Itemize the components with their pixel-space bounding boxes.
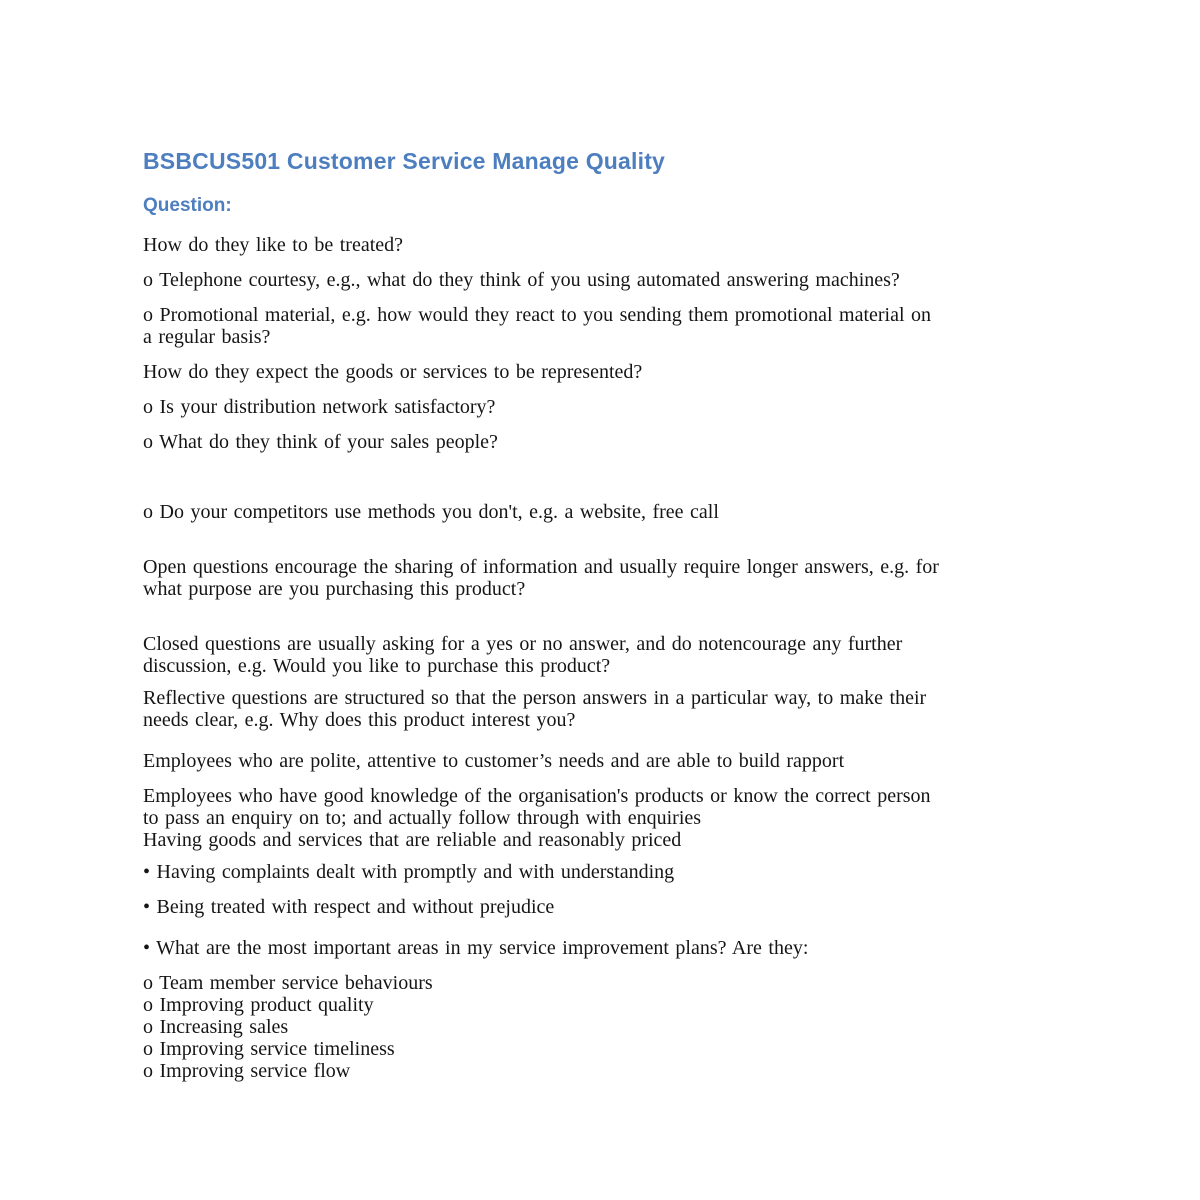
text-line: o Increasing sales [143, 1016, 289, 1038]
text-line: Reflective questions are structured so that the person answers in a particular way, to make their [143, 687, 927, 709]
paragraph [143, 750, 1088, 772]
blank-line [143, 536, 1088, 556]
text-line: to pass an enquiry on to; and actually follow through with enquiries [143, 807, 702, 829]
text-line: o Is your distribution network satisfactory? [143, 396, 496, 418]
text-line: needs clear, e.g. Why does this product interest you? [143, 709, 576, 731]
question-heading: Question: [143, 195, 232, 216]
paragraph [143, 431, 1088, 453]
text-line: How do they expect the goods or services to be represented? [143, 361, 643, 383]
text-line: Closed questions are usually asking for a yes or no answer, and do notencourage any further [143, 633, 903, 655]
text-line: Employees who are polite, attentive to customer’s needs and are able to build rapport [143, 750, 845, 772]
text-line: o Improving service flow [143, 1060, 351, 1082]
text-line: o What do they think of your sales people? [143, 431, 498, 453]
paragraph [143, 234, 1088, 256]
paragraph [143, 361, 1088, 383]
paragraph [143, 633, 1088, 677]
text-line: • Being treated with respect and without prejudice [143, 896, 555, 918]
document-content [143, 148, 1088, 1095]
text-line: Having goods and services that are reliable and reasonably priced [143, 829, 682, 851]
paragraph [143, 556, 1088, 600]
paragraph [143, 937, 1088, 959]
text-line: o Do your competitors use methods you don't, e.g. a website, free call [143, 501, 719, 523]
text-line: • What are the most important areas in my service improvement plans? Are they: [143, 937, 809, 959]
paragraph [143, 501, 1088, 523]
blank-line [143, 466, 1088, 501]
text-line: • Having complaints dealt with promptly and with understanding [143, 861, 675, 883]
paragraph [143, 896, 1088, 918]
text-line: o Team member service behaviours [143, 972, 433, 994]
blank-line [143, 613, 1088, 633]
text-line: o Promotional material, e.g. how would they react to you sending them promotional material on [143, 304, 932, 326]
text-line: o Improving service timeliness [143, 1038, 395, 1060]
paragraph [143, 687, 1088, 731]
text-line: o Improving product quality [143, 994, 374, 1016]
paragraph [143, 269, 1088, 291]
text-line: How do they like to be treated? [143, 234, 404, 256]
paragraph [143, 785, 1088, 851]
paragraph [143, 972, 1088, 1082]
paragraph [143, 304, 1088, 348]
paragraph [143, 861, 1088, 883]
text-line: Employees who have good knowledge of the organisation's products or know the correct person [143, 785, 931, 807]
paragraph [143, 396, 1088, 418]
document-title: BSBCUS501 Customer Service Manage Quality [143, 148, 666, 174]
text-line: Open questions encourage the sharing of information and usually require longer answers, e.g. for [143, 556, 939, 578]
text-line: a regular basis? [143, 326, 271, 348]
text-line: discussion, e.g. Would you like to purchase this product? [143, 655, 611, 677]
text-line: what purpose are you purchasing this product? [143, 578, 526, 600]
text-line: o Telephone courtesy, e.g., what do they think of you using automated answering machines? [143, 269, 900, 291]
